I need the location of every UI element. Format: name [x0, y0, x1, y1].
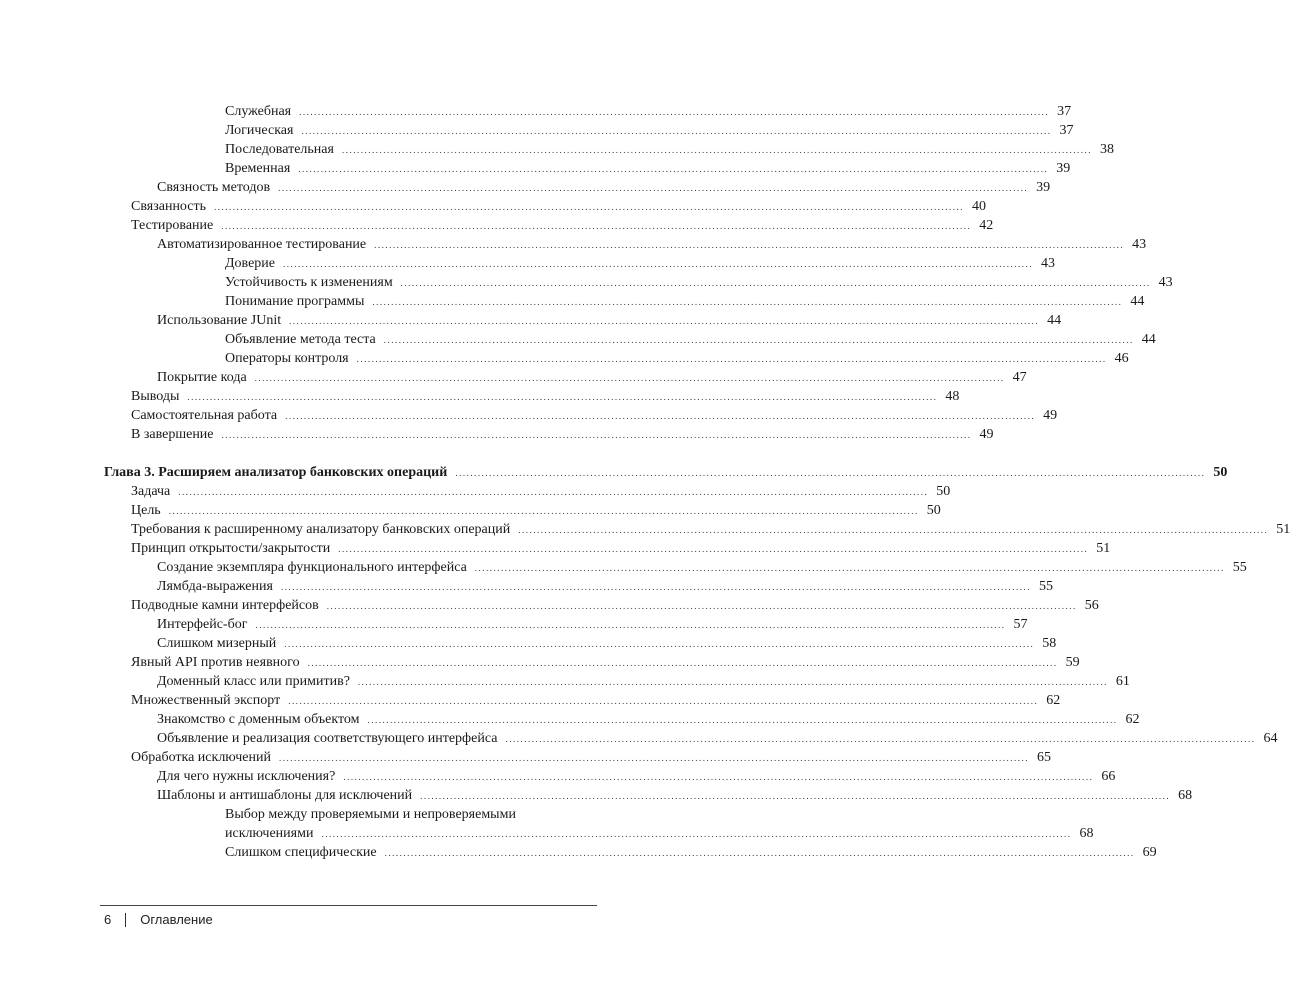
toc-entry-page: 43: [1132, 237, 1147, 252]
toc-entry-title: Явный API против неявного: [131, 655, 300, 670]
toc-entry-title: Задача: [131, 484, 171, 499]
toc-entry-page: 51: [1096, 541, 1111, 556]
toc-entry: [131, 748, 1051, 767]
dot-leader: ........................................................................................................................................................................................................: [289, 316, 1040, 326]
dot-leader: ........................................................................................................................................................................................................: [168, 506, 919, 516]
dot-leader: ........................................................................................................................................................................................................: [214, 202, 964, 212]
dot-leader: ........................................................................................................................................................................................................: [372, 297, 1123, 307]
toc-entry-title: Тестирование: [131, 218, 214, 233]
dot-leader: ........................................................................................................................................................................................................: [343, 772, 1094, 782]
toc-entry-title: Шаблоны и антишаблоны для исключений: [157, 788, 413, 803]
toc-entry-page: 58: [1042, 636, 1057, 651]
toc-entry-page: 56: [1084, 598, 1099, 613]
toc-entry-page: 42: [979, 218, 994, 233]
toc-entry: [157, 577, 1053, 596]
toc-entry: [157, 710, 1140, 729]
dot-leader: ........................................................................................................................................................................................................: [321, 829, 1072, 839]
toc-entry-page: 47: [1012, 370, 1027, 385]
toc-entry-page: 68: [1079, 826, 1094, 841]
toc-entry-title: Подводные камни интерфейсов: [131, 598, 319, 613]
dot-leader: ........................................................................................................................................................................................................: [187, 392, 938, 402]
dot-leader: ........................................................................................................................................................................................................: [280, 582, 1031, 592]
toc-entry-title: Обработка исключений: [131, 750, 271, 765]
toc-entry: [157, 672, 1130, 691]
dot-leader: ........................................................................................................................................................................................................: [326, 601, 1077, 611]
toc-entry-page: 66: [1101, 769, 1116, 784]
running-section-title: Оглавление: [140, 912, 213, 927]
toc-entry-page: 39: [1036, 180, 1051, 195]
toc-entry-page: 64: [1263, 731, 1278, 746]
toc-entry-page: 68: [1178, 788, 1193, 803]
toc-entry: [131, 387, 960, 406]
toc-entry: [225, 292, 1145, 311]
toc-entry-title: Создание экземпляра функционального интерфейса: [157, 560, 467, 575]
dot-leader: ........................................................................................................................................................................................................: [383, 335, 1134, 345]
toc-entry: [157, 634, 1057, 653]
dot-leader: ........................................................................................................................................................................................................: [221, 221, 972, 231]
toc-entry: [157, 235, 1147, 254]
toc-entry: [225, 805, 1094, 843]
toc-entry-title: Знакомство с доменным объектом: [157, 712, 360, 727]
toc-entry-title: Объявление и реализация соответствующего интерфейса: [157, 731, 498, 746]
toc-entry: [225, 843, 1157, 862]
dot-leader: ........................................................................................................................................................................................................: [474, 563, 1225, 573]
toc-entry-title: Последовательная: [225, 142, 334, 157]
toc-entry-title: Выбор между проверяемыми и непроверяемыми: [225, 807, 516, 822]
toc-entry: [131, 596, 1099, 615]
toc-entry-title: Слишком мизерный: [157, 636, 277, 651]
toc-entry: [157, 615, 1028, 634]
dot-leader: ........................................................................................................................................................................................................: [384, 848, 1135, 858]
toc-entry-title: Связность методов: [157, 180, 271, 195]
toc-entry-title: Автоматизированное тестирование: [157, 237, 367, 252]
toc-entry: [157, 786, 1193, 805]
toc-entry-title: Глава 3. Расширяем анализатор банковских операций: [104, 465, 448, 480]
toc-entry: [157, 558, 1247, 577]
dot-leader: ........................................................................................................................................................................................................: [299, 107, 1050, 117]
toc-entry-title: Цель: [131, 503, 161, 518]
toc-entry-title: Для чего нужны исключения?: [157, 769, 336, 784]
toc-entry-title: Выводы: [131, 389, 180, 404]
toc-entry-page: 48: [945, 389, 960, 404]
toc-entry: [225, 330, 1156, 349]
dot-leader: ........................................................................................................................................................................................................: [254, 373, 1005, 383]
toc-entry: [131, 216, 994, 235]
toc-entry-page: 44: [1130, 294, 1145, 309]
toc-entry-page: 49: [1043, 408, 1058, 423]
toc-entry-page: 38: [1099, 142, 1114, 157]
toc-entry-page: 44: [1047, 313, 1062, 328]
dot-leader: ........................................................................................................................................................................................................: [455, 468, 1206, 478]
toc-entry-title: Доверие: [225, 256, 275, 271]
toc-entry-title: Устойчивость к изменениям: [225, 275, 393, 290]
toc-entry-title: Использование JUnit: [157, 313, 282, 328]
toc-entry-page: 62: [1046, 693, 1061, 708]
dot-leader: ........................................................................................................................................................................................................: [367, 715, 1118, 725]
toc-entry-page: 49: [979, 427, 994, 442]
dot-leader: ........................................................................................................................................................................................................: [278, 753, 1029, 763]
toc-entry-page: 50: [1213, 465, 1228, 480]
toc-entry: [225, 102, 1072, 121]
toc-entry-title: Объявление метода теста: [225, 332, 376, 347]
dot-leader: ........................................................................................................................................................................................................: [374, 240, 1125, 250]
toc-entry-page: 40: [972, 199, 986, 214]
dot-leader: ........................................................................................................................................................................................................: [298, 164, 1049, 174]
toc-entry: [131, 653, 1080, 672]
dot-leader: ........................................................................................................................................................................................................: [221, 430, 972, 440]
toc-entry-page: 59: [1065, 655, 1080, 670]
dot-leader: ........................................................................................................................................................................................................: [341, 145, 1092, 155]
dot-leader: ........................................................................................................................................................................................................: [178, 487, 929, 497]
toc-entry-title: Логическая: [225, 123, 294, 138]
toc-entry-title: Доменный класс или примитив?: [157, 674, 350, 689]
toc-entry-page: 69: [1142, 845, 1157, 860]
toc-entry-page: 65: [1036, 750, 1051, 765]
dot-leader: ........................................................................................................................................................................................................: [357, 677, 1108, 687]
toc-entry: [225, 273, 1173, 292]
dot-leader: ........................................................................................................................................................................................................: [288, 696, 1039, 706]
toc-entry-page: 37: [1059, 123, 1074, 138]
toc-chapter-entry: [104, 463, 1228, 482]
toc-entry-title: Служебная: [225, 104, 292, 119]
toc-entry: [225, 140, 1114, 159]
footer-rule: [100, 905, 597, 906]
toc-entry-page: 50: [936, 484, 951, 499]
toc-entry: [131, 691, 1061, 710]
toc-entry-title: В завершение: [131, 427, 214, 442]
dot-leader: ........................................................................................................................................................................................................: [285, 411, 1036, 421]
toc-entry: [225, 349, 1129, 368]
toc-entry-page: 43: [1158, 275, 1173, 290]
toc-entry-title: Интерфейс-бог: [157, 617, 248, 632]
toc-entry: [131, 406, 1058, 425]
toc-entry: [131, 539, 1111, 558]
toc-entry: [131, 482, 951, 501]
toc-entry-title: Понимание программы: [225, 294, 365, 309]
toc-entry: [131, 520, 1290, 539]
dot-leader: ........................................................................................................................................................................................................: [420, 791, 1171, 801]
dot-leader: ........................................................................................................................................................................................................: [278, 183, 1029, 193]
dot-leader: ........................................................................................................................................................................................................: [338, 544, 1089, 554]
toc-entry-page: 57: [1013, 617, 1028, 632]
toc-entry-title: Требования к расширенному анализатору банковских операций: [131, 522, 511, 537]
toc-entry-page: 46: [1114, 351, 1129, 366]
toc-entry: [157, 311, 1062, 330]
toc-entry-page: 43: [1041, 256, 1055, 271]
toc-entry: [157, 368, 1027, 387]
page-number: 6: [104, 912, 112, 927]
toc-entry: [225, 159, 1071, 178]
toc-entry: [131, 501, 941, 520]
toc-entry: [157, 178, 1051, 197]
dot-leader: ........................................................................................................................................................................................................: [301, 126, 1052, 136]
toc-entry-title: Лямбда-выражения: [157, 579, 273, 594]
toc-entry-page: 61: [1115, 674, 1130, 689]
toc-entry: [225, 254, 1055, 273]
toc-entry: [131, 425, 994, 444]
dot-leader: ........................................................................................................................................................................................................: [505, 734, 1256, 744]
toc-entry-page: 62: [1125, 712, 1140, 727]
toc-entry: [157, 767, 1116, 786]
toc-entry-page: 37: [1057, 104, 1072, 119]
toc-entry-page: 39: [1056, 161, 1071, 176]
toc-entry: [131, 197, 986, 216]
toc-entry: [225, 121, 1074, 140]
toc-entry-title-continued: исключениями: [225, 826, 314, 841]
toc-entry-title: Множественный экспорт: [131, 693, 281, 708]
toc-entry-title: Самостоятельная работа: [131, 408, 278, 423]
toc-entry-title: Связанность: [131, 199, 206, 214]
toc-entry-page: 51: [1276, 522, 1290, 537]
dot-leader: ........................................................................................................................................................................................................: [307, 658, 1058, 668]
toc-entry-title: Принцип открытости/закрытости: [131, 541, 331, 556]
dot-leader: ........................................................................................................................................................................................................: [283, 259, 1033, 269]
dot-leader: ........................................................................................................................................................................................................: [284, 639, 1035, 649]
toc-entry-page: 50: [926, 503, 941, 518]
dot-leader: ........................................................................................................................................................................................................: [356, 354, 1107, 364]
toc-entry-page: 44: [1141, 332, 1156, 347]
footer-separator: [125, 913, 126, 927]
toc-entry-title: Покрытие кода: [157, 370, 247, 385]
dot-leader: ........................................................................................................................................................................................................: [400, 278, 1151, 288]
toc-entry-page: 55: [1232, 560, 1247, 575]
toc-entry-page: 55: [1038, 579, 1053, 594]
dot-leader: ........................................................................................................................................................................................................: [518, 525, 1269, 535]
toc-entry: [157, 729, 1278, 748]
toc-entry-title: Временная: [225, 161, 291, 176]
dot-leader: ........................................................................................................................................................................................................: [255, 620, 1006, 630]
toc-entry-title: Операторы контроля: [225, 351, 349, 366]
toc-entry-title: Слишком специфические: [225, 845, 377, 860]
running-footer: [104, 912, 213, 927]
